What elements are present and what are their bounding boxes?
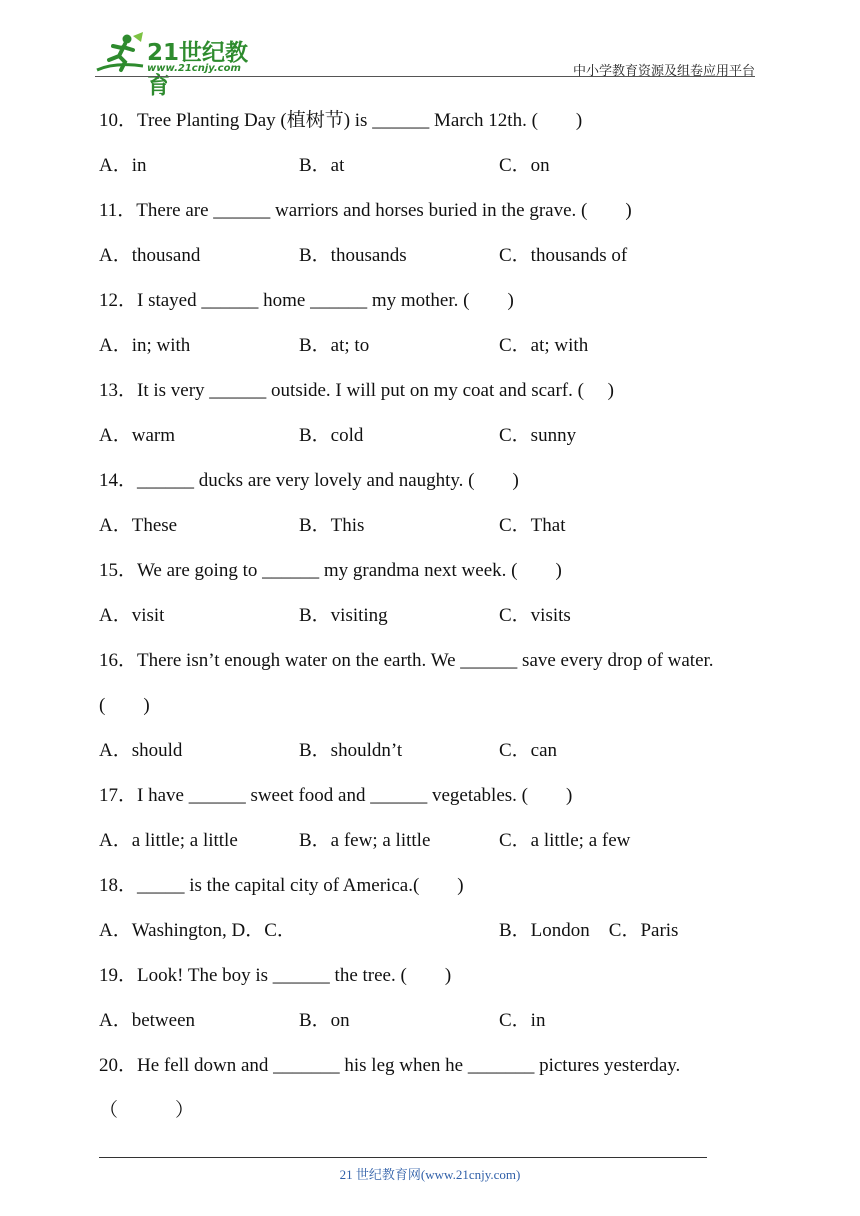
question-text: 17．I have ______ sweet food and ______ vegetables. ( ) bbox=[99, 785, 573, 806]
header-divider bbox=[95, 76, 755, 77]
question-stem bbox=[99, 106, 769, 151]
option-row bbox=[99, 421, 769, 466]
option-a: A．Washington, D．C． bbox=[99, 920, 296, 941]
option-a: A．visit bbox=[99, 605, 165, 626]
question-text: 20．He fell down and _______ his leg when he _______ pictures yesterday. bbox=[99, 1055, 681, 1076]
option-b-c: B．London C．Paris bbox=[499, 920, 679, 941]
answer-bracket: （ ） bbox=[99, 1100, 195, 1121]
question-text: 19．Look! The boy is ______ the tree. ( ) bbox=[99, 965, 452, 986]
option-a: A．in; with bbox=[99, 335, 191, 356]
question-text: 11．There are ______ warriors and horses buried in the grave. ( ) bbox=[99, 200, 632, 221]
option-c: C．a little; a few bbox=[499, 830, 631, 851]
question-stem bbox=[99, 376, 769, 421]
option-a: A．a little; a little bbox=[99, 830, 238, 851]
question-stem bbox=[99, 961, 769, 1006]
option-a: A．warm bbox=[99, 425, 175, 446]
option-c: C．visits bbox=[499, 605, 571, 626]
question-text: 13．It is very ______ outside. I will put on my coat and scarf. ( ) bbox=[99, 380, 615, 401]
option-a: A．should bbox=[99, 740, 183, 761]
option-b: B．cold bbox=[299, 425, 364, 446]
option-row bbox=[99, 511, 769, 556]
option-b: B．at; to bbox=[299, 335, 370, 356]
option-a: A．between bbox=[99, 1010, 196, 1031]
option-a: A．thousand bbox=[99, 245, 201, 266]
question-stem bbox=[99, 466, 769, 511]
question-stem bbox=[99, 1051, 769, 1096]
option-b: B．visiting bbox=[299, 605, 388, 626]
option-a: A．These bbox=[99, 515, 178, 536]
question-text: 14．______ ducks are very lovely and naughty. ( ) bbox=[99, 470, 519, 491]
option-row bbox=[99, 601, 769, 646]
option-b: B．on bbox=[299, 1010, 350, 1031]
runner-icon bbox=[95, 32, 147, 76]
platform-title: 中小学教育资源及组卷应用平台 bbox=[572, 64, 755, 79]
option-row bbox=[99, 151, 769, 196]
option-c: C．at; with bbox=[499, 335, 589, 356]
option-a: A．in bbox=[99, 155, 147, 176]
question-stem-continued bbox=[99, 691, 769, 736]
page-header bbox=[95, 28, 755, 99]
question-stem bbox=[99, 556, 769, 601]
question-stem bbox=[99, 781, 769, 826]
option-c: C．in bbox=[499, 1010, 546, 1031]
option-row bbox=[99, 331, 769, 376]
question-text: 18．_____ is the capital city of America.( ) bbox=[99, 875, 464, 896]
option-b: B．This bbox=[299, 515, 365, 536]
question-stem bbox=[99, 646, 769, 691]
footer-divider bbox=[99, 1157, 707, 1158]
option-b: B．at bbox=[299, 155, 345, 176]
option-b: B．thousands bbox=[299, 245, 407, 266]
option-row bbox=[99, 916, 769, 961]
option-b: B．shouldn’t bbox=[299, 740, 403, 761]
option-row bbox=[99, 1006, 769, 1051]
option-c: C．on bbox=[499, 155, 550, 176]
question-stem-continued bbox=[99, 1096, 769, 1141]
question-stem bbox=[99, 196, 769, 241]
logo-text: 21世纪教育 bbox=[147, 40, 249, 99]
question-text: 10．Tree Planting Day (植树节) is ______ March 12th. ( ) bbox=[99, 110, 583, 131]
question-stem bbox=[99, 871, 769, 916]
option-c: C．can bbox=[499, 740, 558, 761]
question-text: 15．We are going to ______ my grandma next week. ( ) bbox=[99, 560, 562, 581]
question-stem bbox=[99, 286, 769, 331]
option-b: B．a few; a little bbox=[299, 830, 431, 851]
question-text: 16．There isn’t enough water on the earth. We ______ save every drop of water. bbox=[99, 650, 714, 671]
answer-bracket: ( ) bbox=[99, 695, 150, 716]
footer-text: 21 世纪教育网(www.21cnjy.com) bbox=[339, 1167, 521, 1182]
question-text: 12．I stayed ______ home ______ my mother. ( ) bbox=[99, 290, 514, 311]
option-c: C．thousands of bbox=[499, 245, 628, 266]
question-list bbox=[99, 106, 769, 1141]
logo bbox=[95, 32, 265, 99]
option-row bbox=[99, 241, 769, 286]
logo-url: www.21cnjy.com bbox=[147, 63, 241, 74]
option-row bbox=[99, 736, 769, 781]
option-c: C．sunny bbox=[499, 425, 577, 446]
option-c: C．That bbox=[499, 515, 566, 536]
option-row bbox=[99, 826, 769, 871]
